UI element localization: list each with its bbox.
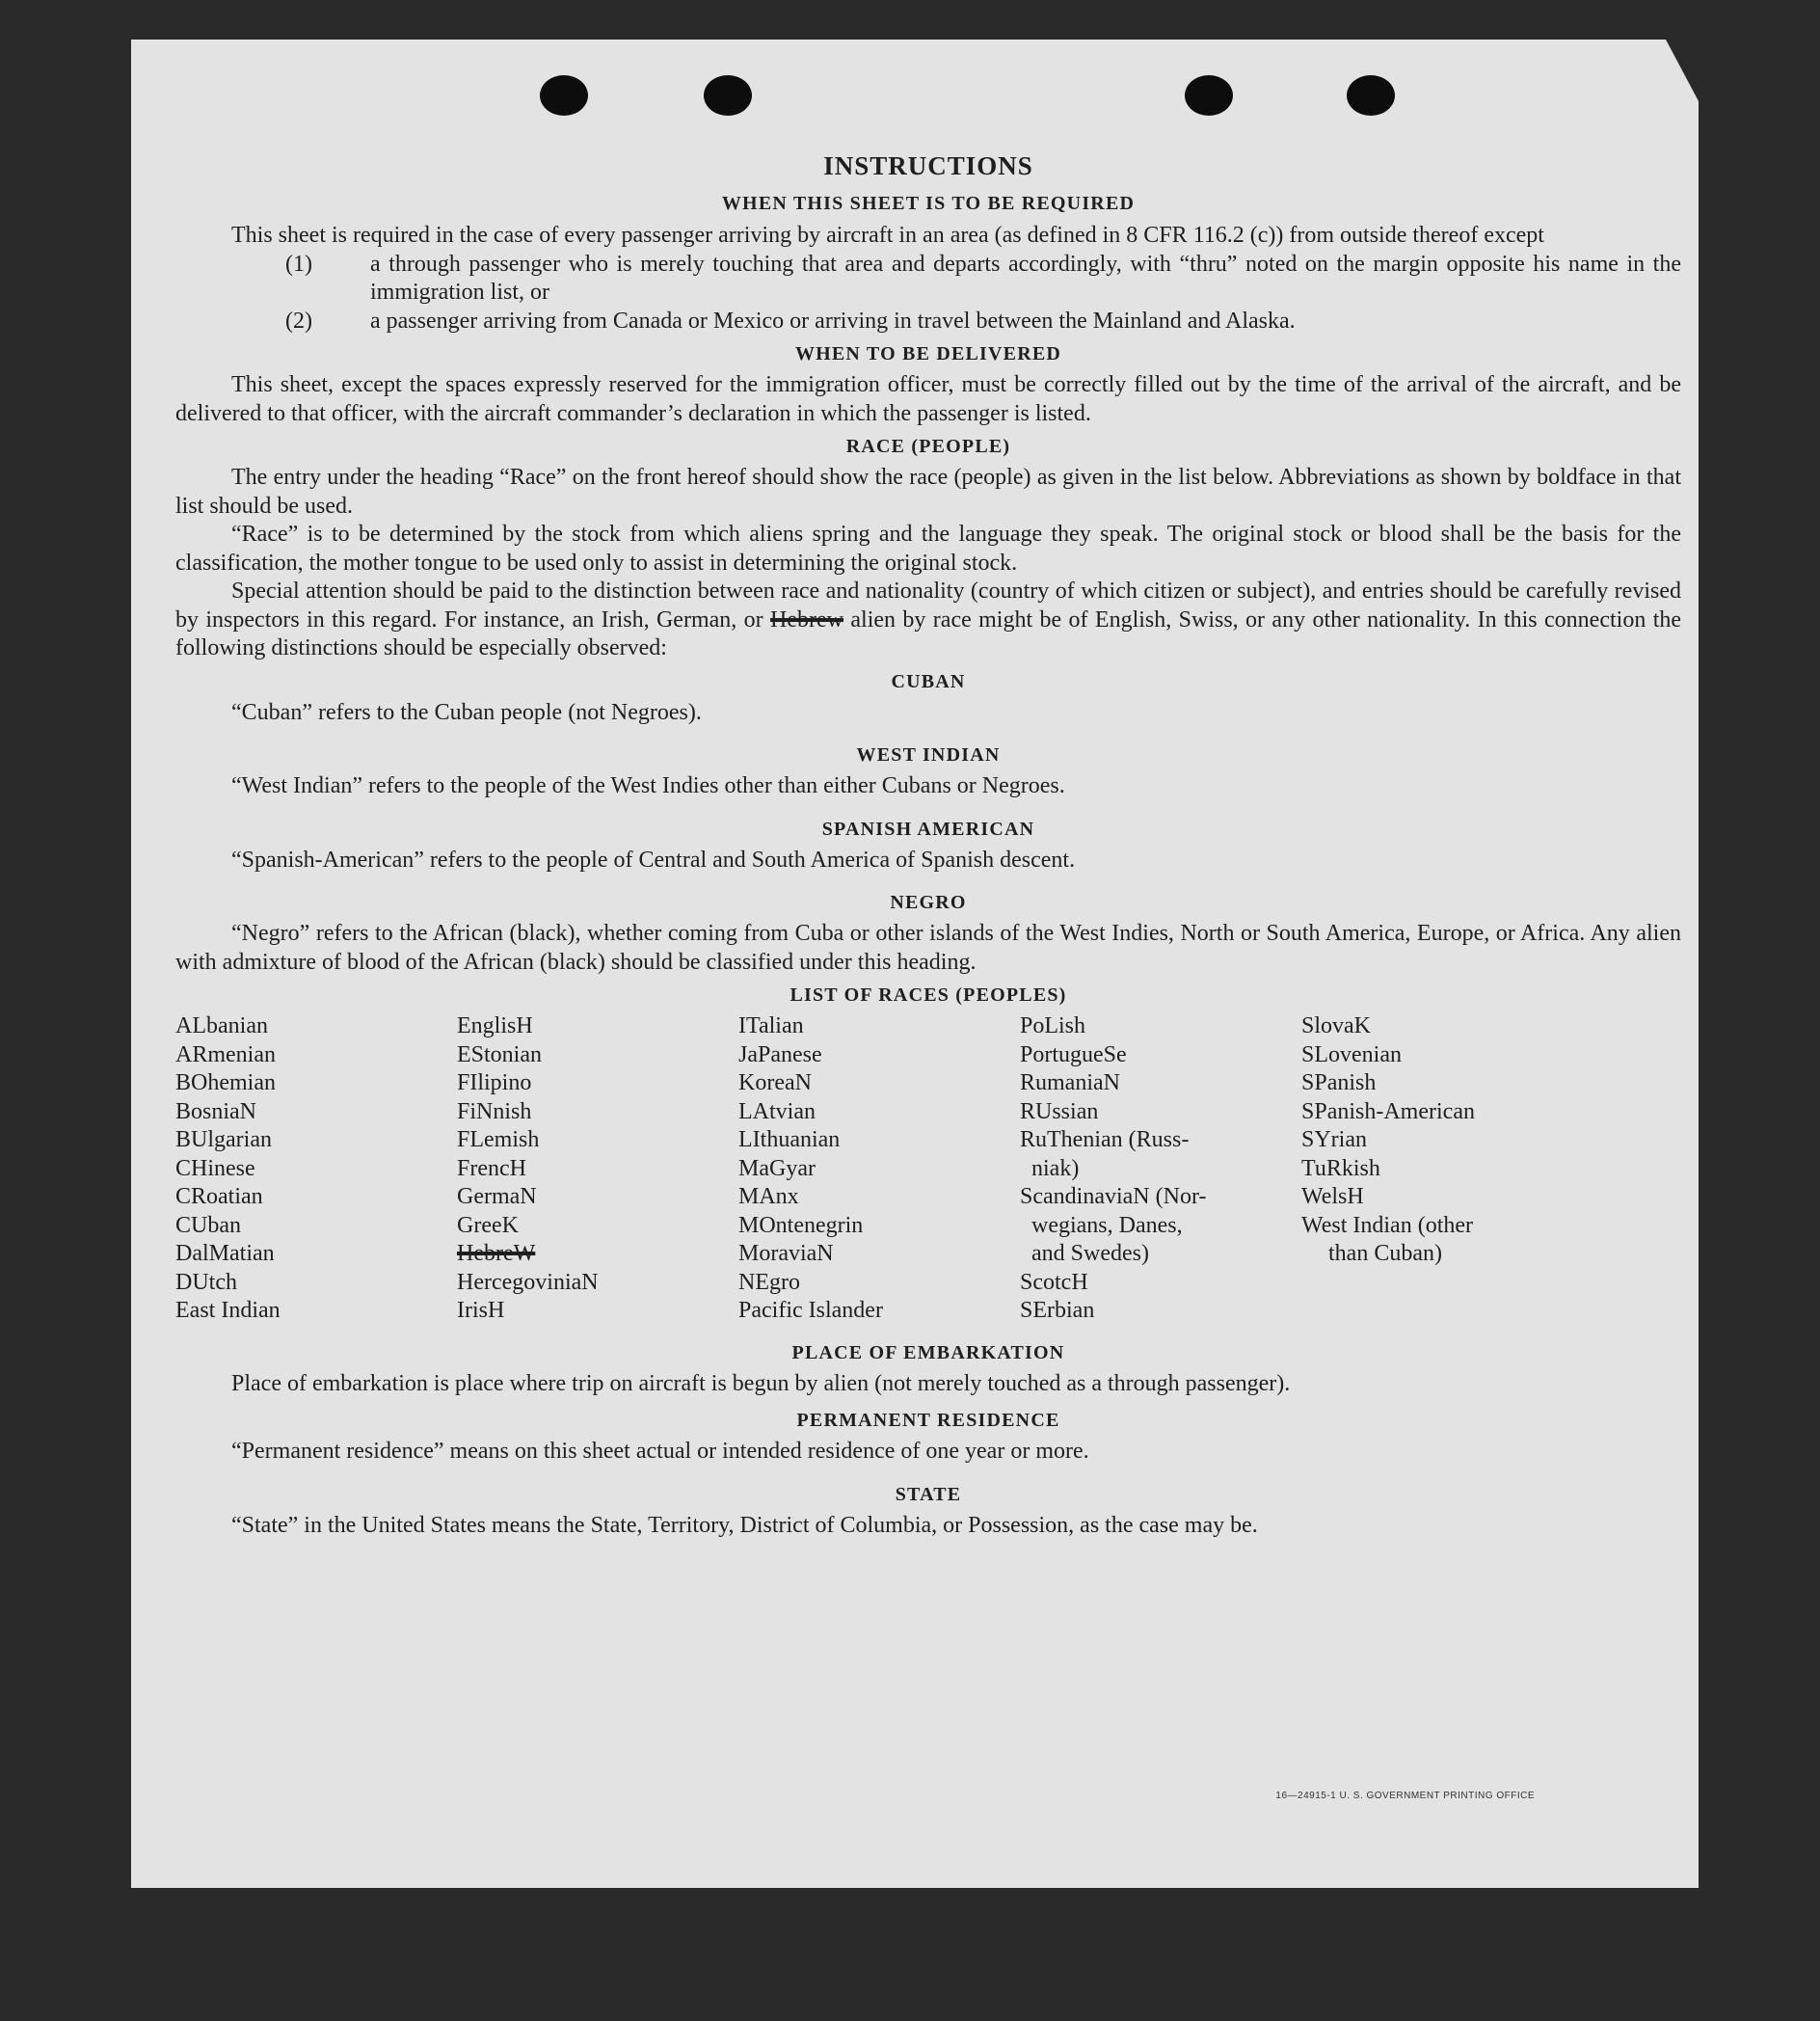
- race-item: niak): [1031, 1155, 1080, 1181]
- race-item: FIlipino: [457, 1070, 532, 1095]
- race-item: FiNnish: [457, 1098, 532, 1124]
- races-column-2: [457, 1012, 738, 1326]
- heading-residence: PERMANENT RESIDENCE: [796, 1410, 1060, 1431]
- heading-race: RACE (PEOPLE): [845, 436, 1011, 457]
- race-item-struck: HebreW: [457, 1241, 536, 1266]
- race-item: ALbanian: [175, 1013, 268, 1038]
- race-item: KoreaN: [738, 1070, 812, 1095]
- punch-hole: [1347, 75, 1395, 116]
- races-column-3: [738, 1012, 1020, 1326]
- race-item: Pacific Islander: [738, 1298, 883, 1323]
- race-item: TuRkish: [1301, 1155, 1380, 1181]
- race-item: ScotcH: [1020, 1269, 1088, 1295]
- race-item: IrisH: [457, 1298, 505, 1323]
- race-item: ARmenian: [175, 1041, 276, 1067]
- race-text: alien by race might be of English, Swiss, or any other nationality. In this connection the following distinctions should be especially observed:: [175, 606, 1682, 660]
- race-item: SYrian: [1301, 1127, 1367, 1152]
- race-item: BosniaN: [175, 1098, 256, 1124]
- race-item: West Indian (other: [1301, 1212, 1474, 1238]
- exception-item: [175, 308, 1681, 337]
- punch-hole: [704, 75, 752, 116]
- race-item: EStonian: [457, 1041, 542, 1067]
- heading-embarkation: PLACE OF EMBARKATION: [791, 1341, 1065, 1363]
- race-item: JaPanese: [738, 1041, 822, 1067]
- races-column-5: [1301, 1012, 1583, 1326]
- race-item: SLovenian: [1301, 1041, 1402, 1067]
- race-item: SPanish-American: [1301, 1098, 1475, 1124]
- race-paragraph: “Race” is to be determined by the stock from which aliens spring and the language they speak. The original stock or blood shall be the basis for the classification, the mother tongue to be used only to assist in determining the original stock.: [175, 522, 1681, 576]
- cuban-text: “Cuban” refers to the Cuban people (not Negroes).: [231, 699, 702, 725]
- race-paragraph: The entry under the heading “Race” on the front hereof should show the race (people) as given in the list below. Abbreviations as shown by boldface in that list should be used.: [175, 465, 1681, 519]
- west-indian-text: “West Indian” refers to the people of the West Indies other than either Cubans or Negroes.: [231, 773, 1065, 798]
- race-item: RUssian: [1020, 1098, 1099, 1124]
- races-column-4: [1020, 1012, 1301, 1326]
- page-title: INSTRUCTIONS: [823, 151, 1033, 180]
- item-text: a through passenger who is merely touching that area and departs accordingly, with “thru” noted on the margin opposite his name in the immigration list, or: [370, 251, 1681, 305]
- race-item: and Swedes): [1031, 1241, 1149, 1266]
- race-item: FLemish: [457, 1127, 540, 1152]
- race-item: SPanish: [1301, 1070, 1377, 1095]
- race-item: BOhemian: [175, 1070, 276, 1095]
- race-item: GreeK: [457, 1212, 519, 1238]
- race-item: CUban: [175, 1212, 241, 1238]
- race-item: DalMatian: [175, 1241, 275, 1266]
- item-text: a passenger arriving from Canada or Mexico or arriving in travel between the Mainland and Alaska.: [370, 308, 1296, 334]
- races-list: [175, 1012, 1681, 1326]
- race-item: RuThenian (Russ-: [1020, 1127, 1190, 1152]
- instructions-content: [175, 153, 1681, 1540]
- exception-item: [175, 251, 1681, 308]
- punch-hole: [540, 75, 588, 116]
- punch-hole: [1185, 75, 1233, 116]
- heading-required: WHEN THIS SHEET IS TO BE REQUIRED: [721, 193, 1136, 214]
- race-item: EnglisH: [457, 1013, 533, 1038]
- race-item: SlovaK: [1301, 1013, 1371, 1038]
- race-item: than Cuban): [1328, 1241, 1442, 1266]
- race-item: MoraviaN: [738, 1241, 834, 1266]
- race-item: RumaniaN: [1020, 1070, 1120, 1095]
- document-sheet: [131, 40, 1699, 1888]
- item-number: (2): [285, 308, 312, 334]
- race-item: MaGyar: [738, 1155, 816, 1181]
- heading-west-indian: WEST INDIAN: [856, 744, 1001, 766]
- race-item: GermaN: [457, 1184, 537, 1209]
- heading-delivered: WHEN TO BE DELIVERED: [794, 343, 1062, 364]
- race-item: MAnx: [738, 1184, 799, 1209]
- race-item: PoLish: [1020, 1013, 1086, 1038]
- race-item: MOntenegrin: [738, 1212, 864, 1238]
- race-item: DUtch: [175, 1269, 237, 1295]
- race-text: Special attention should be paid to the distinction between race and nationality (country of which citizen or subject), and entries should be carefully revised by inspectors in this regard. For instance, an Irish, German, or: [175, 579, 1681, 633]
- delivered-text: This sheet, except the spaces expressly reserved for the immigration officer, must be correctly filled out by the time of the arrival of the aircraft, and be delivered to that officer, with the aircraft commander’s declaration in which the passenger is listed.: [175, 372, 1681, 426]
- heading-cuban: CUBAN: [891, 670, 966, 692]
- race-paragraph: [175, 578, 1681, 663]
- race-item: CRoatian: [175, 1184, 263, 1209]
- race-item: ITalian: [738, 1013, 804, 1038]
- heading-state: STATE: [895, 1483, 962, 1505]
- item-number: (1): [285, 251, 312, 277]
- race-item: SErbian: [1020, 1298, 1095, 1323]
- spanish-american-text: “Spanish-American” refers to the people of Central and South America of Spanish descent.: [231, 847, 1076, 873]
- heading-negro: NEGRO: [890, 892, 967, 913]
- negro-text: “Negro” refers to the African (black), whether coming from Cuba or other islands of the West Indies, North or South America, Europe, or Africa. Any alien with admixture of blood of the African (black) should be classified under this heading.: [175, 921, 1681, 975]
- struck-word: Hebrew: [770, 606, 844, 633]
- heading-list-of-races: LIST OF RACES (PEOPLES): [790, 984, 1067, 1006]
- races-column-1: [175, 1012, 457, 1326]
- race-item: HercegoviniaN: [457, 1269, 599, 1295]
- race-item: East Indian: [175, 1298, 281, 1323]
- race-item: WelsH: [1301, 1184, 1364, 1209]
- heading-spanish-american: SPANISH AMERICAN: [821, 818, 1035, 840]
- race-item: LIthuanian: [738, 1127, 841, 1152]
- state-text: “State” in the United States means the State, Territory, District of Columbia, or Possession, as the case may be.: [231, 1512, 1258, 1538]
- race-item: PortugueSe: [1020, 1041, 1127, 1067]
- clipped-corner: [1666, 40, 1699, 101]
- race-item: ScandinaviaN (Nor-: [1020, 1184, 1207, 1209]
- race-item: wegians, Danes,: [1031, 1212, 1183, 1238]
- race-item: NEgro: [738, 1269, 800, 1295]
- race-item: BUlgarian: [175, 1127, 272, 1152]
- printing-office-footer: 16—24915-1 U. S. GOVERNMENT PRINTING OFFICE: [1275, 1791, 1535, 1801]
- required-text: This sheet is required in the case of every passenger arriving by aircraft in an area (as defined in 8 CFR 116.2 (c)) from outside thereof except: [231, 223, 1544, 248]
- residence-text: “Permanent residence” means on this sheet actual or intended residence of one year or more.: [231, 1439, 1089, 1464]
- race-item: CHinese: [175, 1155, 255, 1181]
- exception-list: [175, 251, 1681, 337]
- embarkation-text: Place of embarkation is place where trip on aircraft is begun by alien (not merely touched as a through passenger).: [231, 1370, 1291, 1396]
- race-item: LAtvian: [738, 1098, 816, 1124]
- race-item: FrencH: [457, 1155, 526, 1181]
